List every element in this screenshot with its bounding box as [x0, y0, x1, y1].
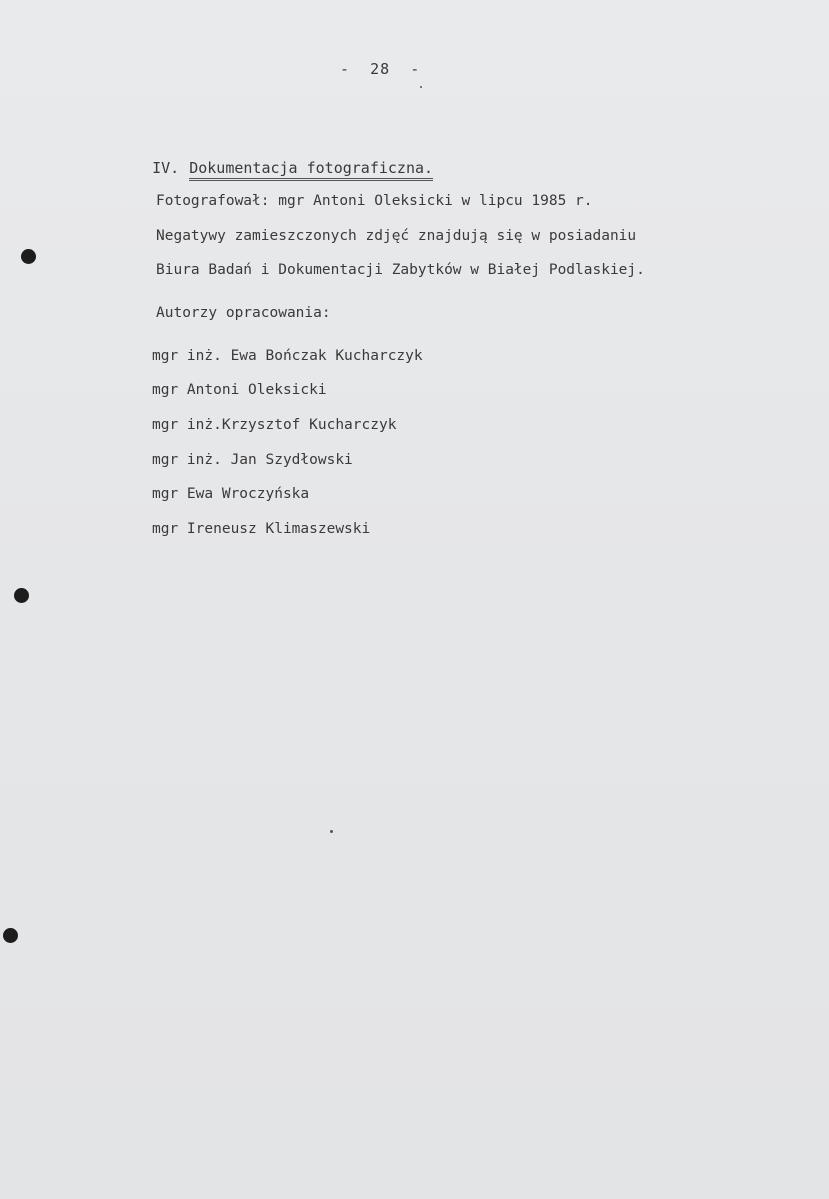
author-item: mgr inż. Ewa Bończak Kucharczyk [152, 348, 423, 364]
section-title: Dokumentacja fotograficzna. [189, 159, 433, 181]
section-heading [116, 141, 433, 195]
binder-hole-middle [14, 588, 29, 603]
author-item: mgr inż.Krzysztof Kucharczyk [152, 417, 397, 433]
binder-hole-top [21, 249, 36, 264]
page-number: - 28 - [340, 60, 421, 78]
negatives-line-1: Negatywy zamieszczonych zdjęć znajdują się w posiadaniu [156, 228, 637, 244]
paper-speck [330, 830, 333, 833]
author-item: mgr Ireneusz Klimaszewski [152, 521, 371, 537]
negatives-line-2: Biura Badań i Dokumentacji Zabytków w Białej Podlaskiej. [156, 262, 645, 278]
author-item: mgr Antoni Oleksicki [152, 382, 327, 398]
binder-hole-bottom [3, 928, 18, 943]
author-item: mgr Ewa Wroczyńska [152, 486, 310, 502]
authors-heading: Autorzy opracowania: [156, 305, 331, 321]
section-number: IV. [152, 159, 180, 177]
paper-speck [420, 86, 422, 88]
author-item: mgr inż. Jan Szydłowski [152, 452, 353, 468]
photographer-line: Fotografował: mgr Antoni Oleksicki w lipcu 1985 r. [156, 193, 593, 209]
